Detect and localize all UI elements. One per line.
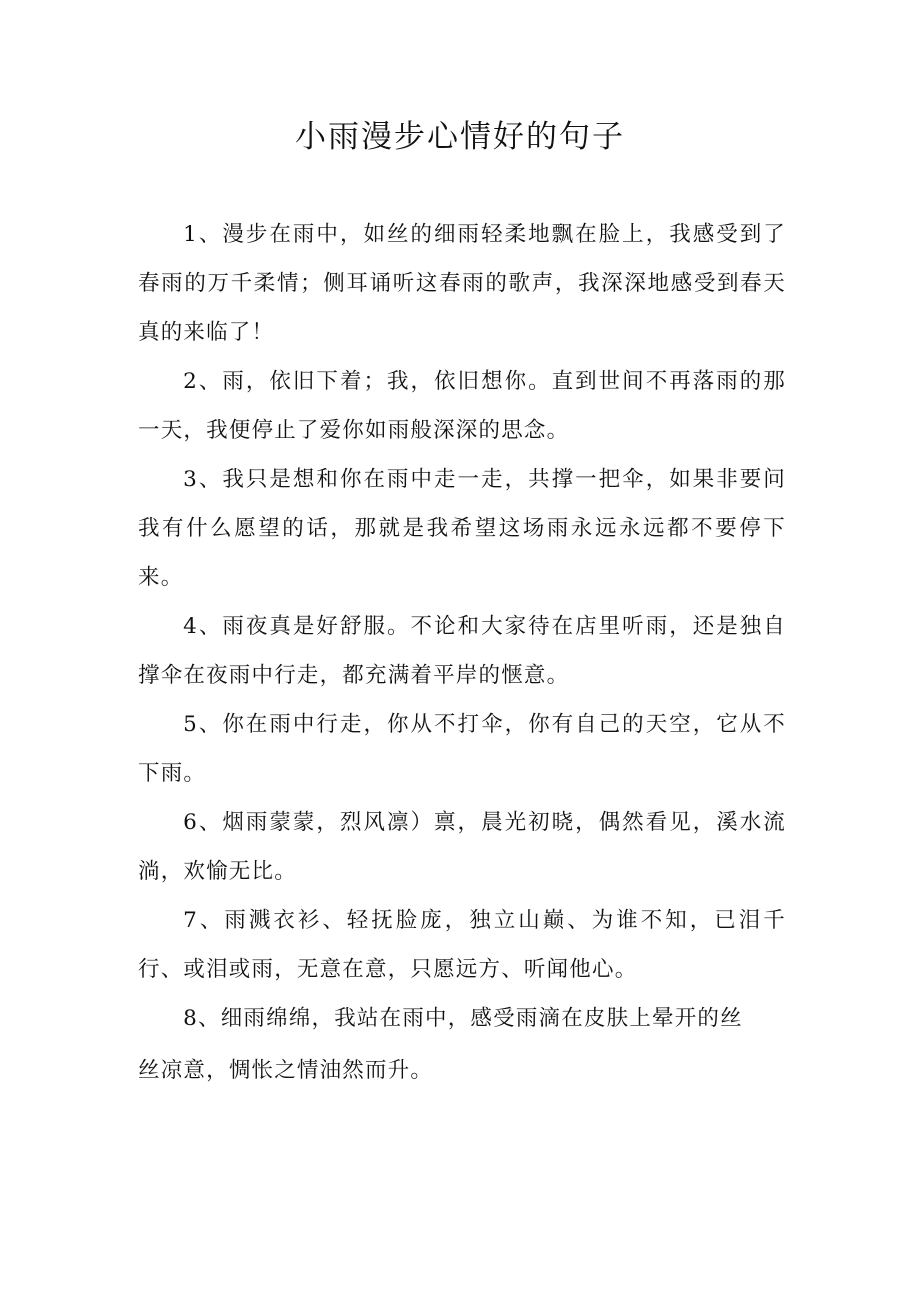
paragraph-6: 6、烟雨蒙蒙，烈风凛）禀，晨光初晓，偶然看见，溪水流淌，欢愉无比。 <box>138 810 786 884</box>
paragraph-8 <box>138 994 786 1095</box>
paragraph-8-line-1: 8、细雨绵绵，我站在雨中，感受雨滴在皮肤上晕开的丝 <box>183 1006 743 1031</box>
paragraph-3: 3、我只是想和你在雨中走一走，共撑一把伞，如果非要问我有什么愿望的话，那就是我希望这场雨永远永远都不要停下来。 <box>138 467 786 590</box>
paragraph-8-line-2: 丝凉意，惆怅之情油然而升。 <box>138 1058 434 1083</box>
document-body <box>138 210 786 1095</box>
paragraph-1: 1、漫步在雨中，如丝的细雨轻柔地飘在脸上，我感受到了春雨的万千柔情；侧耳诵听这春雨的歌声，我深深地感受到春天真的来临了！ <box>138 222 786 345</box>
document-title: 小雨漫步心情好的句子 <box>295 119 625 155</box>
paragraph-5: 5、你在雨中行走，你从不打伞，你有自己的天空，它从不下雨。 <box>138 712 786 786</box>
paragraph-2: 2、雨，依旧下着；我，依旧想你。直到世间不再落雨的那一天，我便停止了爱你如雨般深深的思念。 <box>138 369 786 443</box>
paragraph-7: 7、雨溅衣衫、轻抚脸庞，独立山巅、为谁不知，已泪千行、或泪或雨，无意在意，只愿远方、听闻他心。 <box>138 908 786 982</box>
paragraph-4: 4、雨夜真是好舒服。不论和大家待在店里听雨，还是独自撑伞在夜雨中行走，都充满着平岸的惬意。 <box>138 614 786 688</box>
